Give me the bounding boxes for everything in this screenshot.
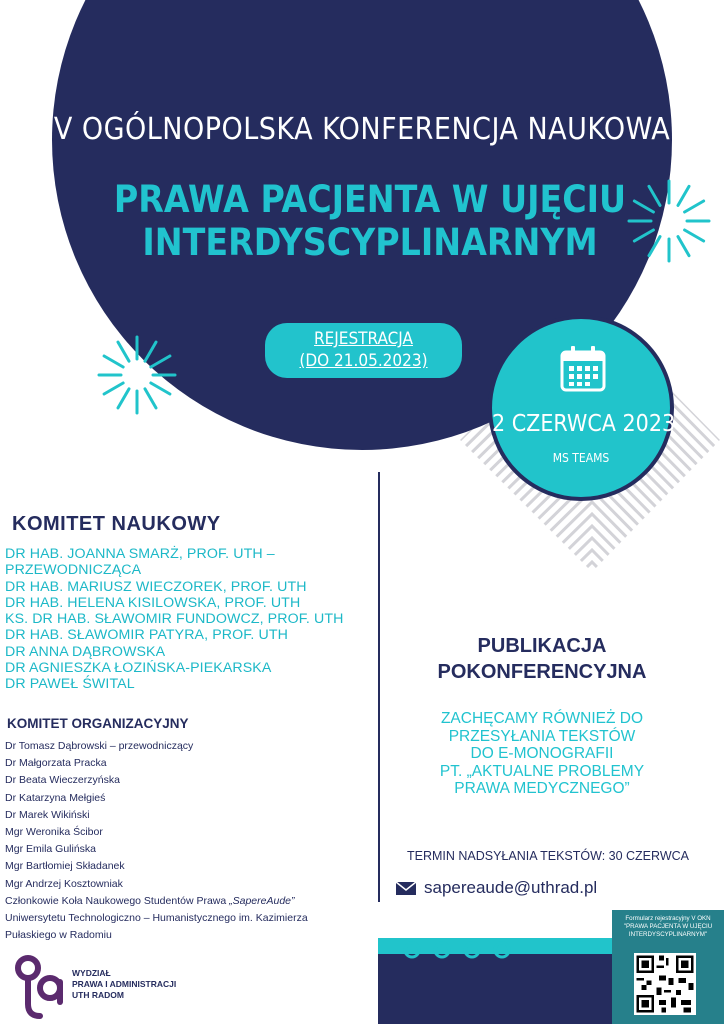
list-item: Dr Małgorzata Pracka	[5, 757, 107, 770]
publication-title-line: PUBLIKACJA	[477, 635, 607, 657]
logo-text-line: UTH RADOM	[72, 990, 124, 1000]
faculty-logo-text	[72, 968, 176, 1001]
organizing-committee-heading: KOMITET ORGANIZACYJNY	[7, 716, 189, 731]
list-item: DR ANNA DĄBROWSKA	[5, 643, 166, 660]
calendar-icon	[560, 345, 606, 393]
list-item: Mgr Bartłomiej Składanek	[5, 860, 125, 873]
publication-title-line: POKONFERENCYJNA	[437, 661, 647, 683]
column-divider	[378, 472, 380, 902]
list-item: Dr Tomasz Dąbrowski – przewodniczący	[5, 740, 194, 752]
club-name: „SapereAude”	[229, 894, 295, 907]
list-item: DR HAB. SŁAWOMIR PATYRA, PROF. UTH	[5, 627, 288, 644]
event-platform: MS TEAMS	[552, 451, 610, 465]
registration-link[interactable]	[265, 323, 462, 378]
submission-deadline: TERMIN NADSYŁANIA TEKSTÓW: 30 CZERWCA	[406, 849, 689, 863]
scientific-committee-heading: KOMITET NAUKOWY	[12, 513, 221, 535]
faculty-logo-icon	[10, 952, 70, 1022]
publication-text-line: PRZESYŁANIA TEKSTÓW	[448, 727, 636, 745]
list-item: Pułaskiego w Radomiu	[5, 929, 112, 942]
registration-label: REJESTRACJA	[314, 329, 413, 349]
publication-text-line: PT. „AKTUALNE PROBLEMY	[439, 762, 645, 780]
publication-text-line: PRAWA MEDYCZNEGO”	[454, 780, 630, 797]
contact-email-row[interactable]	[396, 878, 597, 898]
list-item: Uniwersytetu Technologiczno – Humanistycznego im. Kazimierza	[5, 912, 308, 925]
list-item: DR PAWEŁ ŚWITAL	[5, 676, 135, 693]
conference-title: PRAWA PACJENTA W UJĘCIU INTERDYSCYPLINARNYM	[113, 178, 627, 264]
event-date-badge	[488, 315, 674, 501]
list-item: Dr Katarzyna Mełgieś	[5, 791, 106, 804]
envelope-icon	[396, 881, 416, 896]
list-item: PRZEWODNICZĄCA	[5, 562, 142, 579]
qr-code[interactable]	[634, 953, 696, 1015]
logo-text-line: WYDZIAŁ	[72, 968, 111, 978]
organizing-committee-list	[5, 738, 375, 944]
contact-email[interactable]: sapereaude@uthrad.pl	[424, 878, 598, 897]
list-item: Mgr Weronika Ścibor	[5, 826, 103, 839]
list-item	[5, 893, 375, 910]
publication-text	[392, 710, 692, 798]
scientific-committee-list	[5, 546, 375, 693]
publication-title	[392, 633, 692, 685]
edition-title: V OGÓLNOPOLSKA KONFERENCJA NAUKOWA	[53, 112, 671, 147]
registration-deadline: (DO 21.05.2023)	[299, 351, 428, 371]
list-item: Dr Beata Wieczerzyńska	[5, 774, 120, 787]
event-date: 2 CZERWCA 2023	[492, 411, 676, 437]
list-item: DR HAB. HELENA KISILOWSKA, PROF. UTH	[5, 594, 301, 611]
list-item: DR HAB. MARIUSZ WIECZOREK, PROF. UTH	[5, 578, 307, 595]
sunburst-decoration-left	[92, 330, 182, 420]
list-item: Mgr Emila Gulińska	[5, 843, 97, 856]
qr-caption-line: INTERDYSCYPLINARNYM"	[628, 931, 708, 938]
qr-caption-line: Formularz rejestracyjny V OKN	[625, 915, 711, 922]
list-item: Mgr Andrzej Kosztowniak	[5, 877, 123, 890]
list-item: Dr Marek Wikiński	[5, 808, 90, 821]
list-item: DR AGNIESZKA ŁOZIŃSKA-PIEKARSKA	[5, 660, 272, 677]
publication-text-line: DO E-MONOGRAFII	[470, 745, 614, 762]
logo-text-line: PRAWA I ADMINISTRACJI	[72, 979, 177, 989]
list-item: KS. DR HAB. SŁAWOMIR FUNDOWCZ, PROF. UTH	[5, 611, 344, 628]
club-prefix: Członkowie Koła Naukowego Studentów Prawa	[5, 894, 230, 907]
qr-caption	[614, 915, 722, 939]
dots-decoration	[400, 938, 520, 962]
qr-caption-line: "PRAWA PACJENTA W UJĘCIU	[623, 923, 713, 930]
publication-text-line: ZACHĘCAMY RÓWNIEŻ DO	[440, 710, 644, 727]
list-item: DR HAB. JOANNA SMARŻ, PROF. UTH –	[5, 546, 275, 562]
